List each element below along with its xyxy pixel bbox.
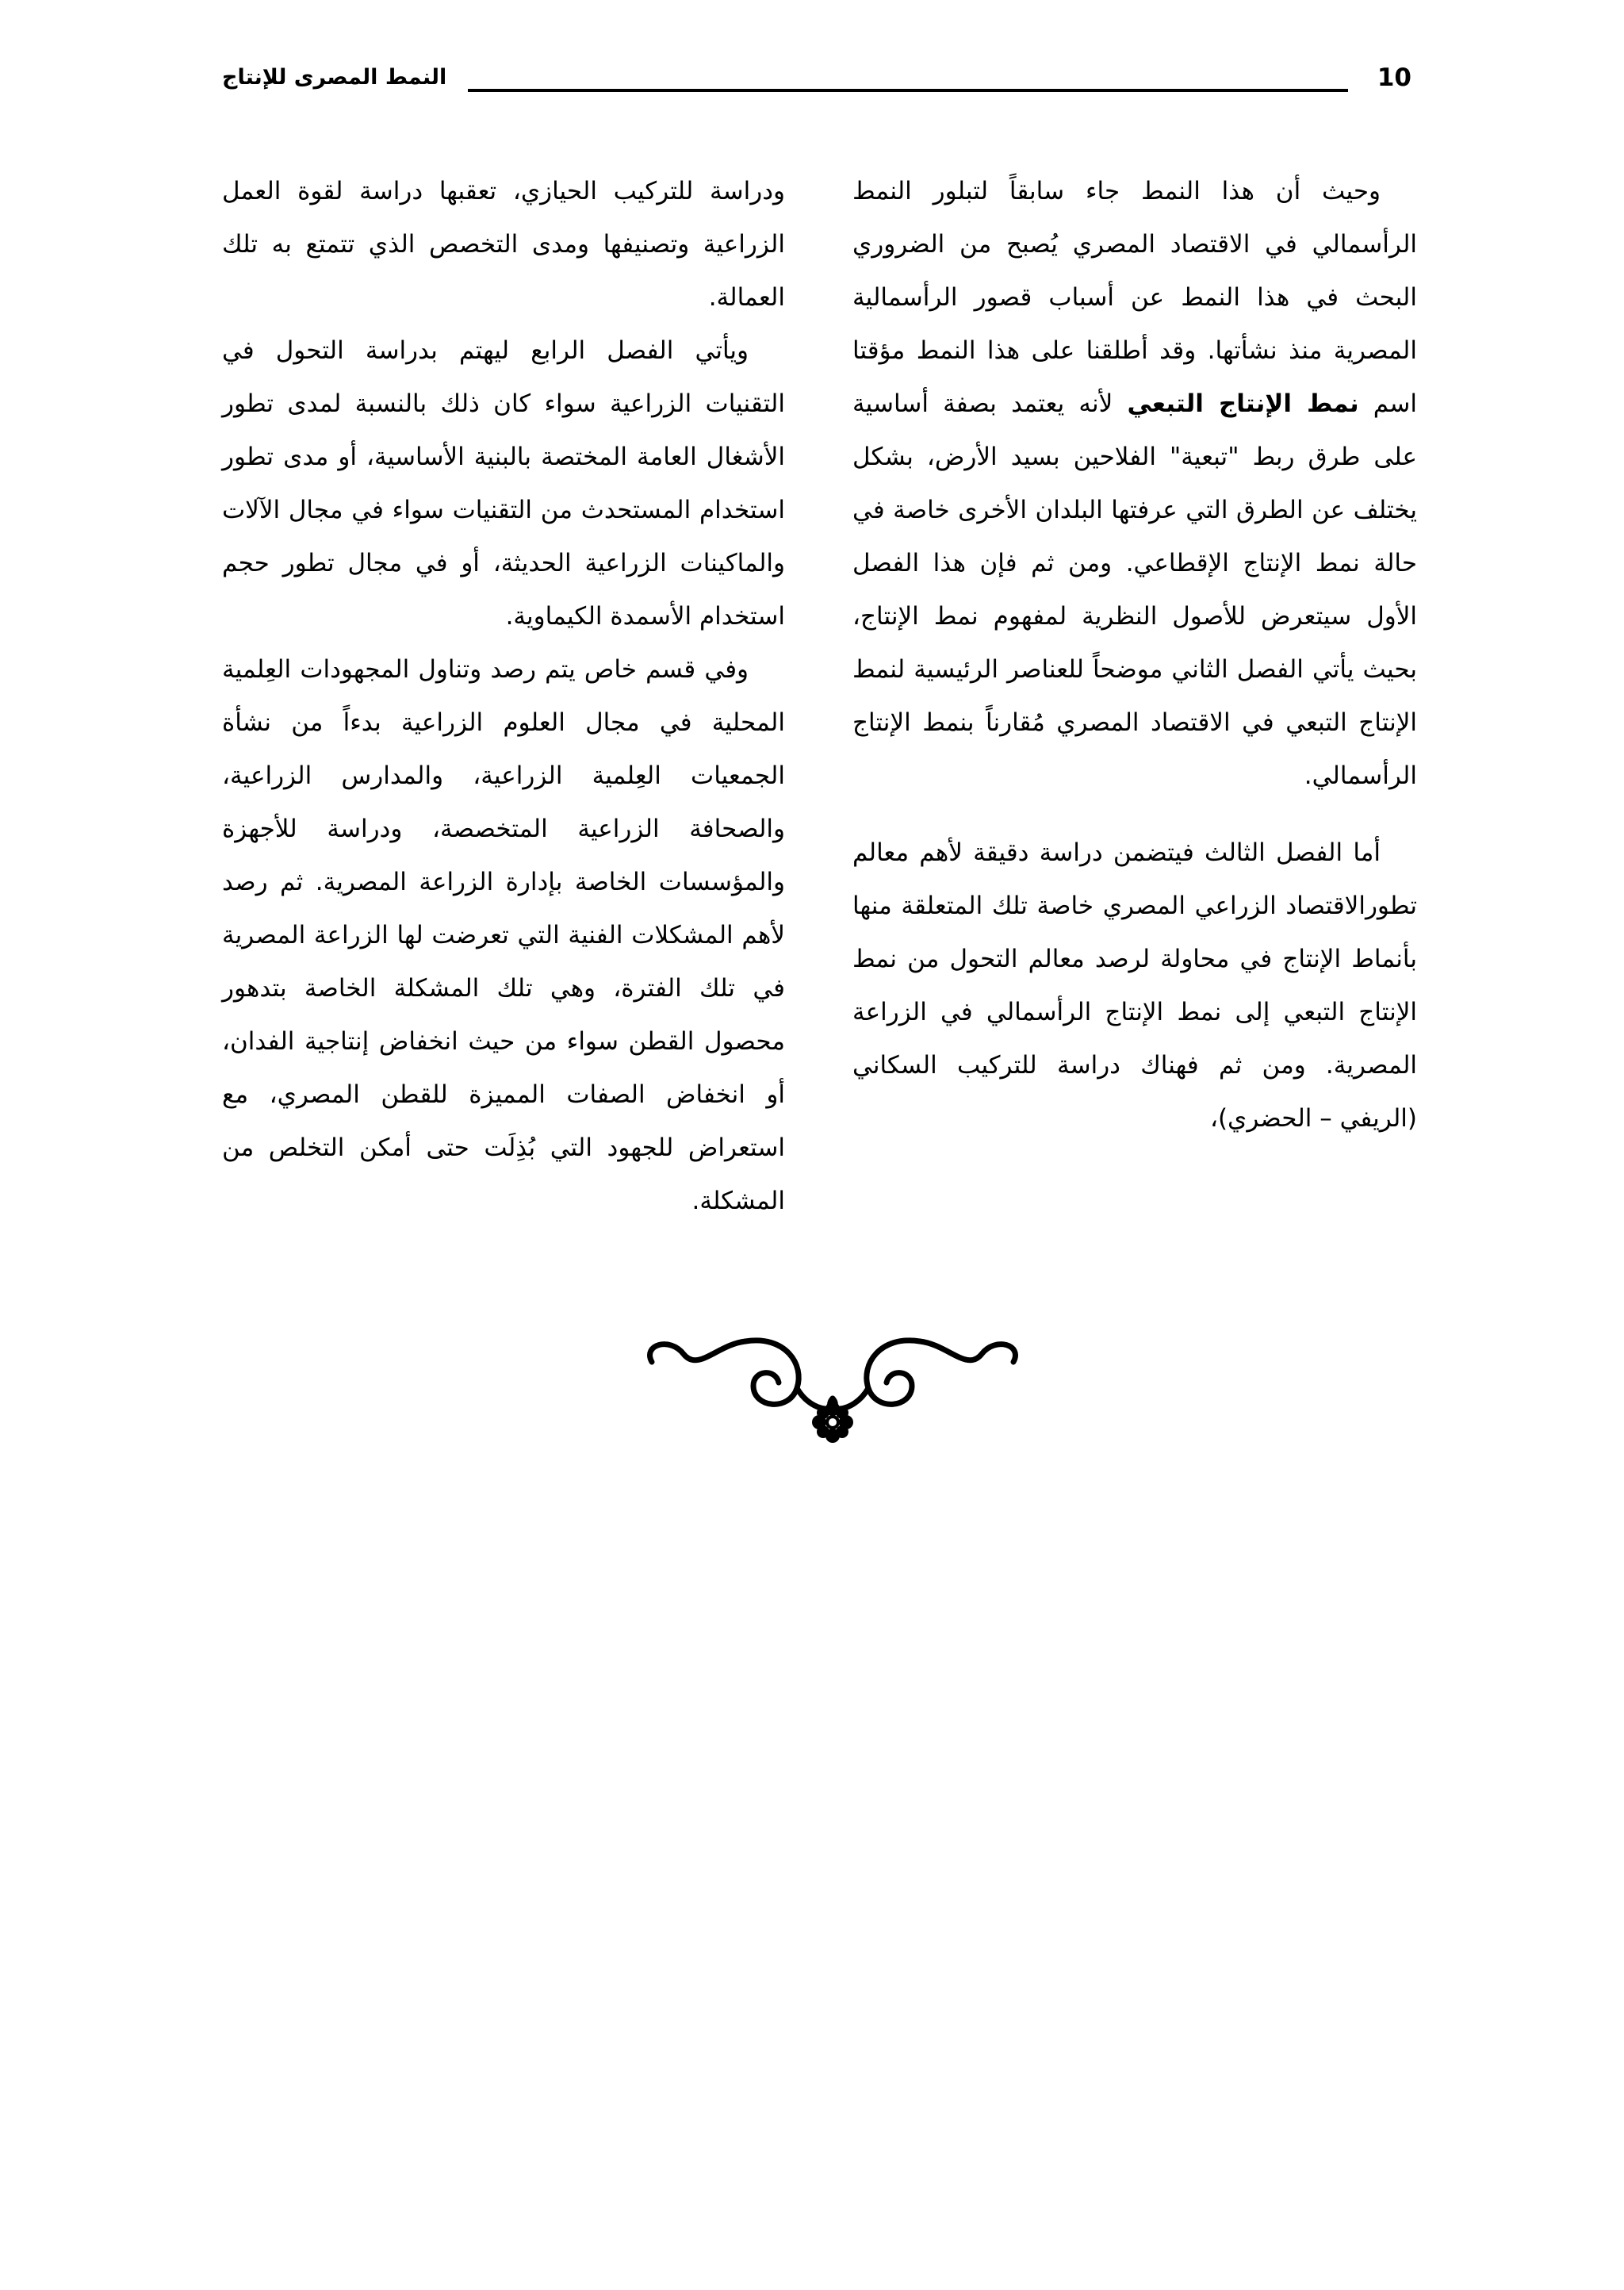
paragraph <box>852 165 1417 803</box>
running-title: النمط المصرى للإنتاج <box>222 65 456 90</box>
bold-term: نمط الإنتاج التبعي <box>1127 389 1359 418</box>
page-number: 10 <box>1368 63 1411 92</box>
paragraph-text: لأنه يعتمد بصفة أساسية على طرق ربط "تبعية" الفلاحين بسيد الأرض، بشكل يختلف عن الطرق التي عرفتها البلدان الأخرى خاصة في حالة نمط الإنتاج الإقطاعي. ومن ثم فإن هذا الفصل الأول سيتعرض للأصول النظرية لمفهوم نمط الإنتاج، بحيث يأتي الفصل الثاني موضحاً للعناصر الرئيسية لنمط الإنتاج التبعي في الاقتصاد المصري مُقارناً بنمط الإنتاج الرأسمالي. <box>852 389 1417 790</box>
left-text-column <box>222 165 785 1228</box>
paragraph: وفي قسم خاص يتم رصد وتناول المجهودات العِلمية المحلية في مجال العلوم الزراعية بدءاً من نشأة الجمعيات العِلمية الزراعية، والمدارس الزراعية، والصحافة الزراعية المتخصصة، ودراسة للأجهزة والمؤسسات الخاصة بإدارة الزراعة المصرية. ثم رصد لأهم المشكلات الفنية التي تعرضت لها الزراعة المصرية في تلك الفترة، وهي تلك المشكلة الخاصة بتدهور محصول القطن سواء من حيث انخفاض إنتاجية الفدان، أو انخفاض الصفات المميزة للقطن المصري، مع استعراض للجهود التي بُذِلَت حتى أمكن التخلص من المشكلة. <box>222 655 785 1215</box>
paragraph: أما الفصل الثالث فيتضمن دراسة دقيقة لأهم معالم تطورالاقتصاد الزراعي المصري خاصة تلك المتعلقة منها بأنماط الإنتاج في محاولة لرصد معالم التحول من نمط الإنتاج التبعي إلى نمط الإنتاج الرأسمالي في الزراعة المصرية. ومن ثم فهناك دراسة للتركيب السكاني (الريفي – الحضري)، <box>852 838 1417 1133</box>
header-rule <box>468 89 1348 92</box>
paragraph: ويأتي الفصل الرابع ليهتم بدراسة التحول في التقنيات الزراعية سواء كان ذلك بالنسبة لمدى تطور الأشغال العامة المختصة بالبنية الأساسية، أو مدى تطور استخدام المستحدث من التقنيات سواء في مجال الآلات والماكينات الزراعية الحديثة، أو في مجال تطور حجم استخدام الأسمدة الكيماوية. <box>222 336 785 631</box>
floral-scroll-ornament-icon <box>634 1313 1031 1448</box>
paragraph: ودراسة للتركيب الحيازي، تعقبها دراسة لقوة العمل الزراعية وتصنيفها ومدى التخصص الذي تتمتع به تلك العمالة. <box>222 177 785 312</box>
paragraph-text: وحيث أن هذا النمط جاء سابقاً لتبلور النمط الرأسمالي في الاقتصاد المصري يُصبح من الضروري البحث في هذا النمط عن أسباب قصور الرأسمالية المصرية منذ نشأتها. وقد أطلقنا على هذا النمط مؤقتا اسم <box>852 177 1418 418</box>
right-text-column <box>852 165 1417 1145</box>
page-header <box>222 63 1411 108</box>
